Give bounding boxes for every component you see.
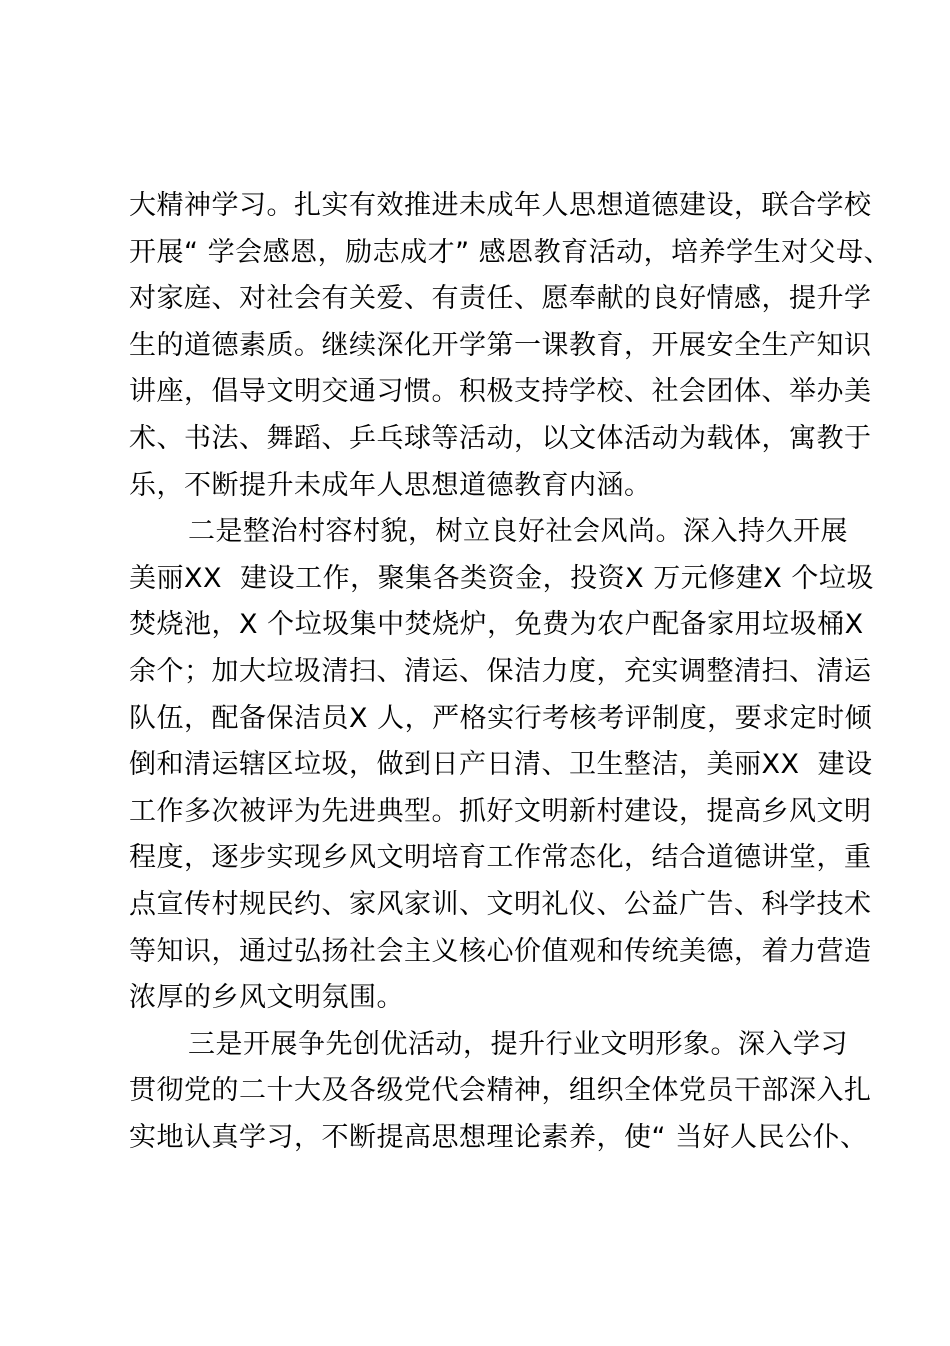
paragraph-2-line-8: 程度，逐步实现乡风文明培育工作常态化，结合道德讲堂，重: [129, 842, 872, 874]
paragraph-1-line-3: 对家庭、对社会有关爱、有责任、愿奉献的良好情感，提升学: [129, 283, 872, 315]
paragraph-2-line-7: 工作多次被评为先进典型。抓好文明新村建设，提高乡风文明: [129, 795, 872, 827]
paragraph-3-line-2: 贯彻党的二十大及各级党代会精神，组织全体党员干部深入扎: [129, 1075, 872, 1107]
paragraph-3-line-3: 实地认真学习，不断提高思想理论素养，使“ 当好人民公仆、: [129, 1121, 868, 1153]
paragraph-2-line-6: 倒和清运辖区垃圾，做到日产日清、卫生整洁，美丽XX 建设: [129, 749, 873, 781]
paragraph-1-line-5: 讲座，倡导文明交通习惯。积极支持学校、社会团体、举办美: [129, 376, 872, 408]
paragraph-3-line-1: 三是开展争先创优活动，提升行业文明形象。深入学习: [188, 1028, 848, 1060]
paragraph-2-line-2: 美丽XX 建设工作，聚集各类资金，投资X 万元修建X 个垃圾: [129, 562, 874, 594]
paragraph-2-line-11: 浓厚的乡风文明氛围。: [129, 982, 404, 1014]
paragraph-1-line-7: 乐，不断提升未成年人思想道德教育内涵。: [129, 469, 652, 501]
paragraph-1-line-2: 开展“ 学会感恩，励志成才” 感恩教育活动，培养学生对父母、: [129, 236, 892, 268]
paragraph-1-line-1: 大精神学习。扎实有效推进未成年人思想道德建设，联合学校: [129, 190, 872, 221]
document-body: [129, 183, 892, 1161]
paragraph-2-line-3: 焚烧池，X 个垃圾集中焚烧炉，免费为农户配备家用垃圾桶X: [129, 609, 864, 641]
paragraph-2-line-9: 点宣传村规民约、家风家训、文明礼仪、公益广告、科学技术: [129, 888, 872, 920]
paragraph-2-line-1: 二是整治村容村貌，树立良好社会风尚。深入持久开展: [188, 516, 848, 548]
paragraph-1-line-6: 术、书法、舞蹈、乒乓球等活动，以文体活动为载体，寓教于: [129, 422, 872, 454]
paragraph-2-line-5: 队伍，配备保洁员X 人，严格实行考核考评制度，要求定时倾: [129, 702, 873, 734]
paragraph-1-line-4: 生的道德素质。继续深化开学第一课教育，开展安全生产知识: [129, 329, 872, 361]
paragraph-2-line-4: 余个；加大垃圾清扫、清运、保洁力度，充实调整清扫、清运: [129, 655, 872, 687]
paragraph-2-line-10: 等知识，通过弘扬社会主义核心价值观和传统美德，着力营造: [129, 935, 872, 967]
